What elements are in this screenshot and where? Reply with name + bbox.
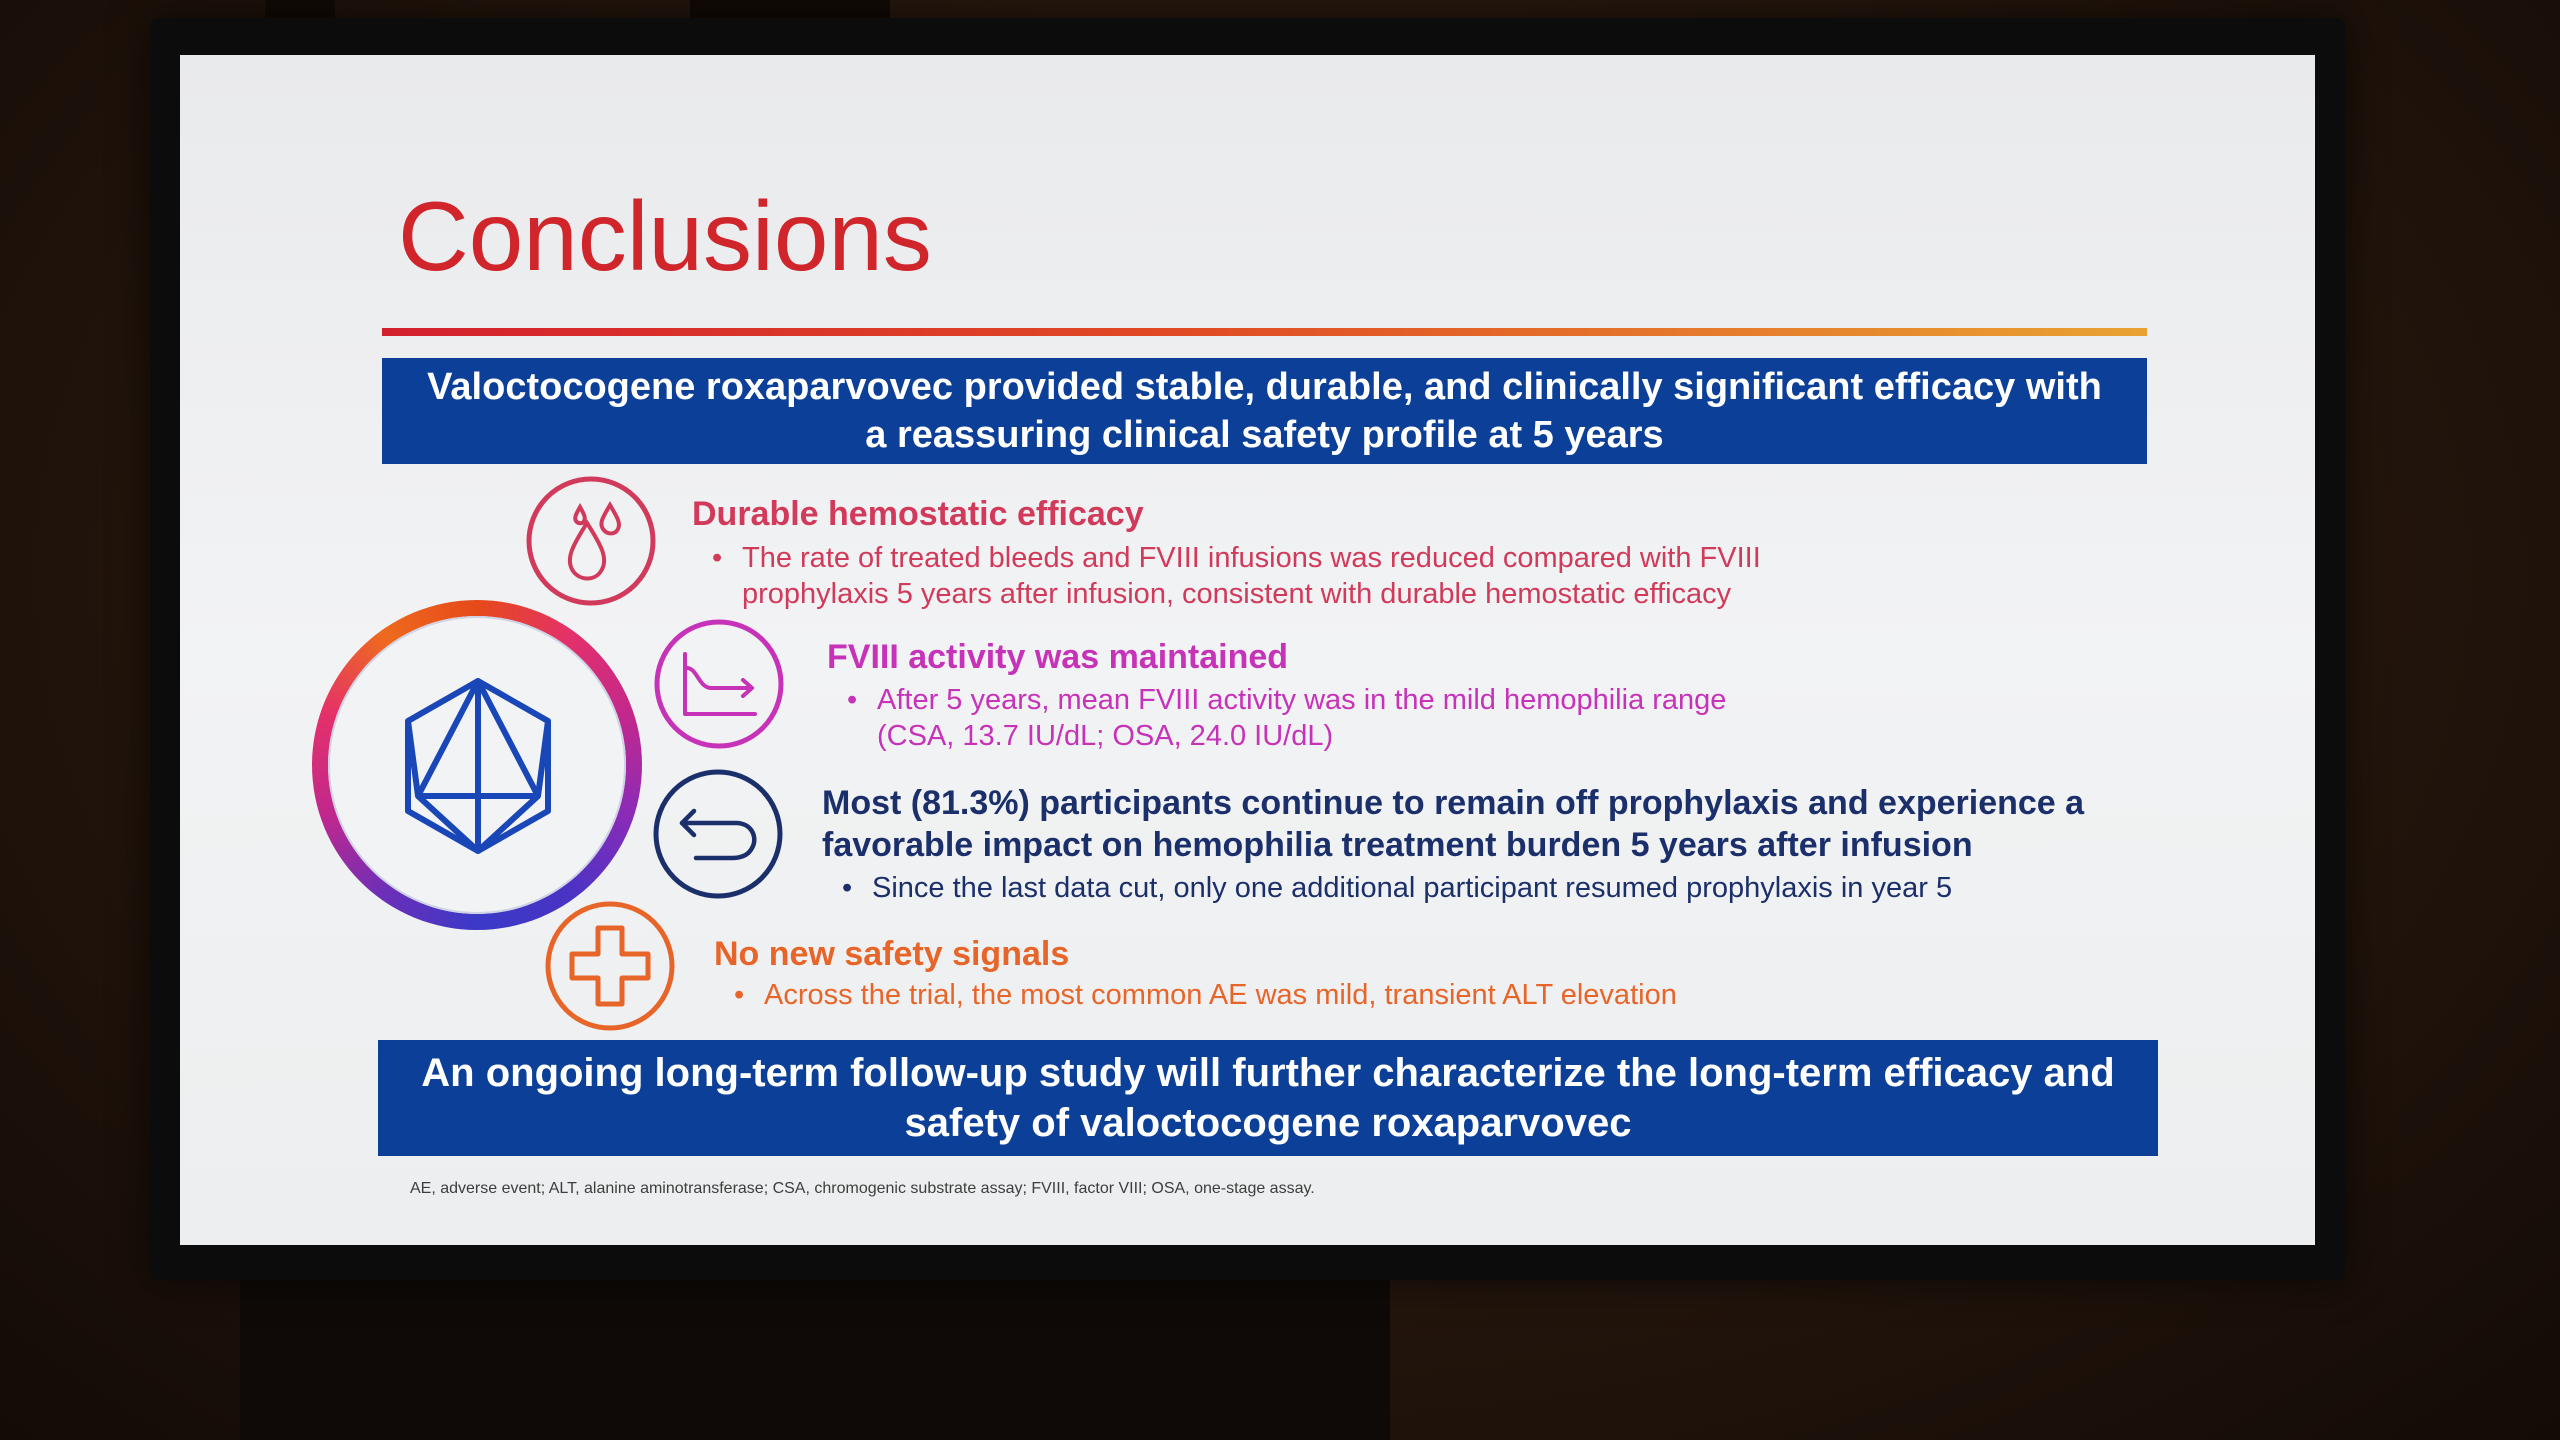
capsid-ring-inner — [328, 616, 626, 914]
section-3-bullet-line-1: Since the last data cut, only one additional participant resumed prophylaxis in year 5 — [872, 872, 1953, 904]
capsid-ring — [312, 600, 642, 930]
bullet-dot: • — [847, 684, 858, 716]
section-4-bullet — [734, 977, 1677, 1013]
return-arrow-icon — [652, 768, 784, 900]
top-banner — [382, 358, 2147, 464]
section-3-heading — [822, 782, 2084, 866]
top-banner-text: Valoctocogene roxaparvovec provided stable, durable, and clinically significant efficacy with a reassuring clinical safety profile at 5 years — [427, 366, 2102, 456]
footnote: AE, adverse event; ALT, alanine aminotransferase; CSA, chromogenic substrate assay; FVIII, factor VIII; OSA, one-stage assay. — [410, 1180, 1315, 1197]
title-rule — [382, 328, 2147, 336]
section-1-bullet-line-1: The rate of treated bleeds and FVIII infusions was reduced compared with FVIII — [742, 542, 1761, 574]
monitor-stand — [240, 1280, 1390, 1440]
section-2-bullet-line-1: After 5 years, mean FVIII activity was in the mild hemophilia range — [877, 684, 1727, 716]
section-1-bullet — [712, 540, 1761, 612]
section-3-heading-line-1: Most (81.3%) participants continue to remain off prophylaxis and experience a — [822, 784, 2085, 822]
section-4-heading: No new safety signals — [714, 935, 1070, 973]
section-2-heading: FVIII activity was maintained — [827, 638, 1289, 676]
bottom-banner — [378, 1040, 2158, 1156]
section-3-icon-circle — [652, 768, 784, 900]
section-1-bullet-line-2: prophylaxis 5 years after infusion, consistent with durable hemostatic efficacy — [742, 578, 1732, 610]
section-1-icon-circle — [525, 475, 657, 607]
bullet-dot: • — [842, 872, 853, 904]
section-4-bullet-line-1: Across the trial, the most common AE was mild, transient ALT elevation — [764, 979, 1677, 1011]
slide-title: Conclusions — [398, 181, 932, 291]
medical-cross-icon — [544, 900, 676, 1032]
bullet-dot: • — [712, 542, 723, 574]
aav-capsid-icon — [398, 676, 558, 856]
presentation-slide — [180, 55, 2315, 1245]
section-1-heading: Durable hemostatic efficacy — [692, 495, 1144, 533]
section-2-bullet — [847, 682, 1727, 754]
section-4-icon-circle — [544, 900, 676, 1032]
bullet-dot: • — [734, 979, 745, 1011]
section-2-bullet-line-2: (CSA, 13.7 IU/dL; OSA, 24.0 IU/dL) — [877, 720, 1334, 752]
blood-drops-icon — [525, 475, 657, 607]
bottom-banner-text: An ongoing long-term follow-up study will further characterize the long-term efficacy and safety of valoctocogene roxaparvovec — [421, 1051, 2115, 1145]
section-3-bullet — [842, 870, 1953, 906]
section-2-icon-circle — [653, 618, 785, 750]
activity-graph-icon — [653, 618, 785, 750]
section-3-heading-line-2: favorable impact on hemophilia treatment burden 5 years after infusion — [822, 826, 1973, 864]
